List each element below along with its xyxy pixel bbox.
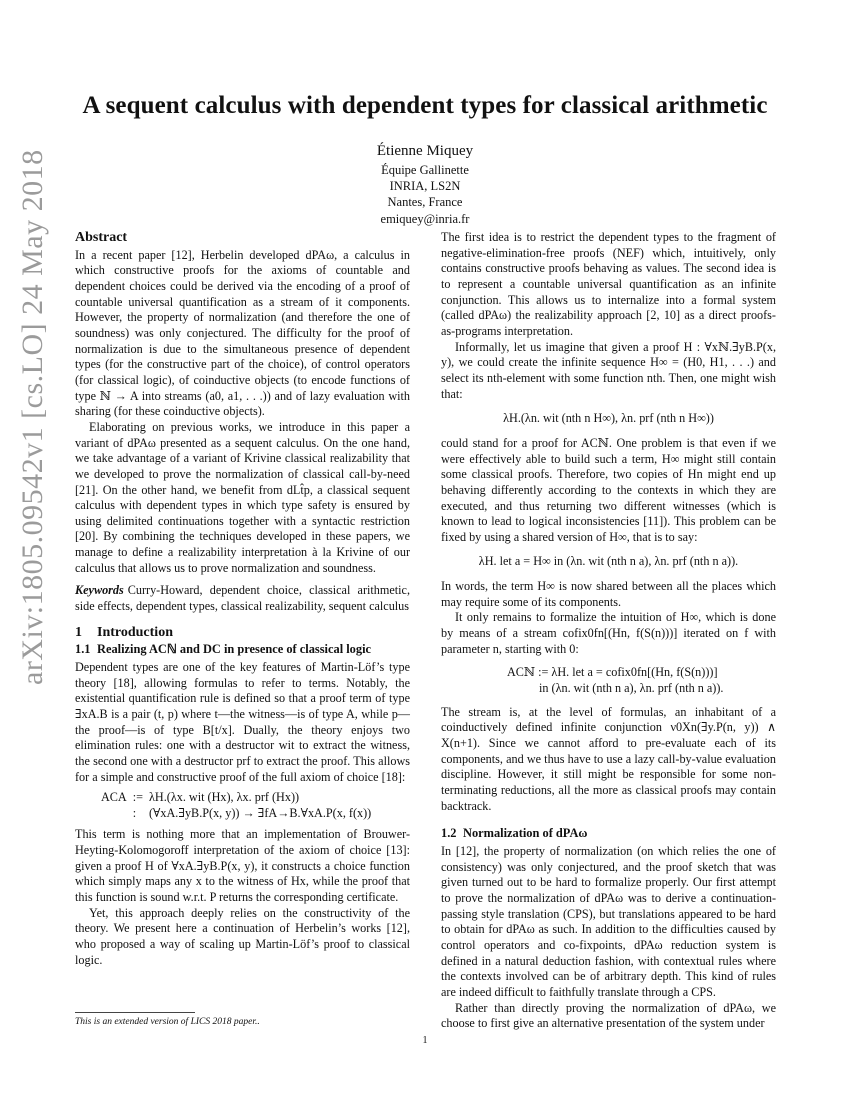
body-paragraph: Dependent types are one of the key features of Martin-Löf’s type theory [18], allowing formulas to refer to terms. Notably, the existential quantification rule is defined so that a proof term of type ∃xA.B is a pair (t, p) where t—the witness—is of type A, while p—the proof—is of type B[t/x]. Dually, the theory enjoys two elimination rules: one with a destructor wit to extract the witness, the second one with a destructor prf to extract the proof. This allows for a simple and constructive proof of the full axiom of choice [18]: — [75, 660, 410, 784]
equation: λH.(λn. wit (nth n H∞), λn. prf (nth n H∞)) — [503, 411, 714, 426]
abstract-paragraph: In a recent paper [12], Herbelin developed dPAω, a calculus in which constructive proofs for the axioms of countable and dependent choices could be derived via the encoding of a proof of countable universal quantification as a stream of it components. However, the property of normalization (and therefore the one of soundness) was only conjectured. The difficulty for the proof of normalization is due to the simultaneous presence of dependent types (for the constructive part of the choice), of control operators (for classical logic), of coinductive objects (to encode functions of type ℕ → A into streams (a0, a1, . . .)) and of lazy evaluation with sharing (for these coinductive objects). — [75, 247, 410, 419]
body-paragraph: The first idea is to restrict the dependent types to the fragment of negative-elimination-free proofs (NEF) which, intuitively, only contains constructive proofs behaving as values. The second idea is to represent a countable universal quantification as an infinite conjunction. This allows us to internalize into a formal system (called dPAω) the realizability approach [2, 10] as a direct proofs-as-programs interpretation. — [441, 230, 776, 338]
equation-line: in (λn. wit (nth n a), λn. prf (nth n a)). — [539, 681, 724, 696]
body-paragraph: In [12], the property of normalization (on which relies the one of consistency) was only conjectured, and the proof sketch that was given turned out to be hard to formalize properly. Our first attempt to prove the normalization of dPAω was to derive a continuation-passing style translation (CPS), but translations appeared to be hard to obtain for dPAω as such. In addition to the difficulties caused by control operators and co-fixpoints, dPAω reduction system is defined in a natural deduction fashion, with contextual rules where the contexts involved can be of arbitrary depth. This kind of rules are indeed difficult to faithfully translate through a CPS. — [441, 843, 776, 999]
ac-type: (∀xA.∃yB.P(x, y)) → ∃fA→B.∀xA.P(x, f(x)) — [149, 806, 372, 821]
body-paragraph: Informally, let us imagine that given a proof H : ∀xℕ.∃yB.P(x, y), we could create the infinite sequence H∞ = (H0, H1, . . .) and select its nth-element with some function nth. Then, one might wish that: — [441, 339, 776, 401]
ac-definition — [101, 789, 377, 821]
subsection-heading — [441, 826, 776, 842]
body-paragraph: Rather than directly proving the normalization of dPAω, we choose to first give an alternative presentation of the system under — [441, 1000, 776, 1031]
left-column — [75, 230, 410, 968]
author-location: Nantes, France — [387, 195, 463, 210]
arxiv-stamp: arXiv:1805.09542v1 [cs.LO] 24 May 2018 — [16, 149, 49, 685]
body-paragraph: could stand for a proof for ACℕ. One problem is that even if we were effectively able to build such a term, H∞ might still contain some classical proofs. Therefore, two copies of Hn might end up behaving differently according to the contexts in which they are executed, and thus returning two different witnesses (which is known to lead to logical inconsistencies [11]). This problem can be fixed by using a shared version of H∞, that is to say: — [441, 435, 776, 544]
abstract-paragraph: Elaborating on previous works, we introduce in this paper a variant of dPAω presented as a sequent calculus. On the one hand, we take advantage of a variant of Krivine classical realizability that we developed to prove the normalization of classical call-by-need [21]. On the other hand, we benefit from dLt̂p, a classical sequent calculus with dependent types in which type safety is ensured by using delimited continuations together with a syntactic restriction [20]. By combining the techniques developed in these papers, we manage to define a realizability interpretation à la Krivine of our calculus that allows us to prove normalization and soundness. — [75, 419, 410, 575]
right-column — [441, 230, 776, 1032]
equation-block — [465, 665, 776, 696]
author-block — [0, 141, 850, 227]
body-paragraph: In words, the term H∞ is now shared between all the places which may require some of its components. — [441, 579, 776, 609]
keywords — [75, 583, 410, 614]
page-number: 1 — [422, 1035, 428, 1046]
author-institution: INRIA, LS2N — [389, 179, 461, 194]
author-team: Équipe Gallinette — [381, 163, 469, 177]
section-number: 1 — [75, 624, 82, 640]
body-paragraph: This term is nothing more that an implementation of Brouwer-Heyting-Kolomogoroff interpretation of the axiom of choice [13]: given a proof H of ∀xA.∃yB.P(x, y), it constructs a choice function which simply maps any x to the witness of Hx, while the proof that this function is sound w.r.t. P returns the corresponding certificate. — [75, 827, 410, 904]
ac-lhs: ACA — [101, 790, 127, 805]
ac-symbol: : — [132, 806, 137, 821]
subsection-number: 1.1 — [75, 642, 91, 657]
subsection-title: Normalization of dPAω — [463, 826, 588, 841]
subsection-heading — [75, 642, 410, 658]
ac-symbol: := — [132, 790, 143, 805]
footnote-rule — [75, 1012, 195, 1013]
subsection-number: 1.2 — [441, 826, 457, 841]
section-heading — [75, 625, 410, 641]
equation: λH. let a = H∞ in (λn. wit (nth n a), λn. prf (nth n a)). — [478, 554, 739, 569]
footnote: This is an extended version of LICS 2018 paper.. — [75, 1017, 260, 1027]
subsection-title: Realizing ACℕ and DC in presence of classical logic — [97, 642, 372, 657]
ac-term: λH.(λx. wit (Hx), λx. prf (Hx)) — [149, 790, 300, 805]
section-title: Introduction — [97, 624, 173, 640]
author-name: Étienne Miquey — [376, 143, 474, 159]
author-email[interactable]: emiquey@inria.fr — [380, 211, 470, 226]
equation-line: ACℕ := λH. let a = cofix0fn[(Hn, f(S(n)))] — [507, 665, 718, 680]
keywords-text: Curry-Howard, dependent choice, classical arithmetic, side effects, dependent types, classical realizability, sequent calculus — [75, 583, 410, 614]
body-paragraph: The stream is, at the level of formulas, an inhabitant of a coinductively defined infinite conjunction ν0Xn(∃y.P(n, y)) ∧ X(n+1). Since we cannot afford to pre-evaluate each of its components, and we thus have to use a lazy call-by-value evaluation discipline. However, it still might be responsible for some non-terminating reductions, all the more as classical proofs may contain backtrack. — [441, 704, 776, 813]
paper-title: A sequent calculus with dependent types for classical arithmetic — [82, 92, 768, 119]
body-paragraph: It only remains to formalize the intuition of H∞, which is done by means of a stream cofix0fn[(Hn, f(S(n)))] iterated on f with parameter n, starting with 0: — [441, 610, 776, 656]
keywords-label: Keywords — [75, 583, 124, 598]
abstract-heading: Abstract — [75, 230, 128, 245]
body-paragraph: Yet, this approach deeply relies on the constructivity of the theory. We present here a continuation of Herbelin’s works [12], who proposed a way of scaling up Martin-Löf’s proof to classical logic. — [75, 905, 410, 967]
